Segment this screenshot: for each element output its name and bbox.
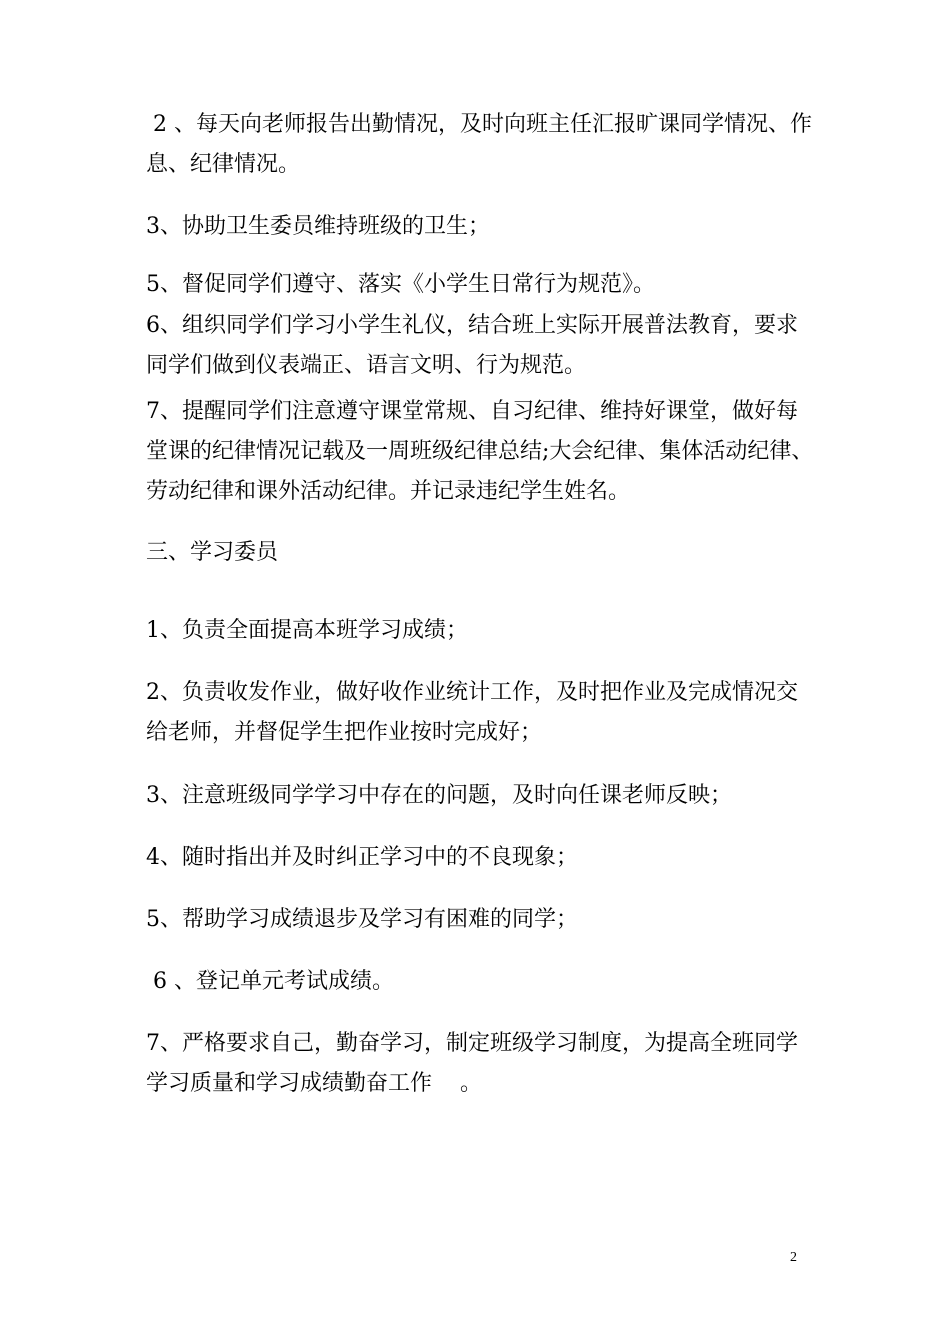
paragraph-monitor-duty-6: 6、组织同学们学习小学生礼仪，结合班上实际开展普法教育，要求同学们做到仪表端正、语言文明、行为规范。 xyxy=(146,313,798,378)
page-number: 2 xyxy=(790,1250,797,1265)
paragraph-monitor-duty-3: 3、协助卫生委员维持班级的卫生； xyxy=(146,214,490,239)
paragraph-study-duty-2: 2、负责收发作业，做好收作业统计工作，及时把作业及完成情况交给老师，并督促学生把作业按时完成好； xyxy=(146,680,798,745)
paragraph-monitor-duty-7: 7、提醒同学们注意遵守课堂常规、自习纪律、维持好课堂，做好每堂课的纪律情况记载及一周班级纪律总结;大会纪律、集体活动纪律、劳动纪律和课外活动纪律。并记录违纪学生姓名。 xyxy=(146,399,814,504)
paragraph-study-duty-1: 1、负责全面提高本班学习成绩； xyxy=(146,618,468,643)
section-heading-study-committee: 三、学习委员 xyxy=(146,540,279,565)
paragraph-study-duty-7: 7、严格要求自己，勤奋学习，制定班级学习制度，为提高全班同学学习质量和学习成绩勤奋工作 。 xyxy=(146,1031,798,1096)
paragraph-study-duty-4: 4、随时指出并及时纠正学习中的不良现象； xyxy=(146,845,578,870)
paragraph-monitor-duty-5: 5、督促同学们遵守、落实《小学生日常行为规范》。 xyxy=(146,272,655,297)
paragraph-study-duty-3: 3、注意班级同学学习中存在的问题，及时向任课老师反映； xyxy=(146,783,732,808)
paragraph-study-duty-6: 6 、登记单元考试成绩。 xyxy=(146,969,394,994)
paragraph-study-duty-5: 5、帮助学习成绩退步及学习有困难的同学； xyxy=(146,907,578,932)
paragraph-monitor-duty-2: 2 、每天向老师报告出勤情况，及时向班主任汇报旷课同学情况、作息、纪律情况。 xyxy=(146,112,812,177)
